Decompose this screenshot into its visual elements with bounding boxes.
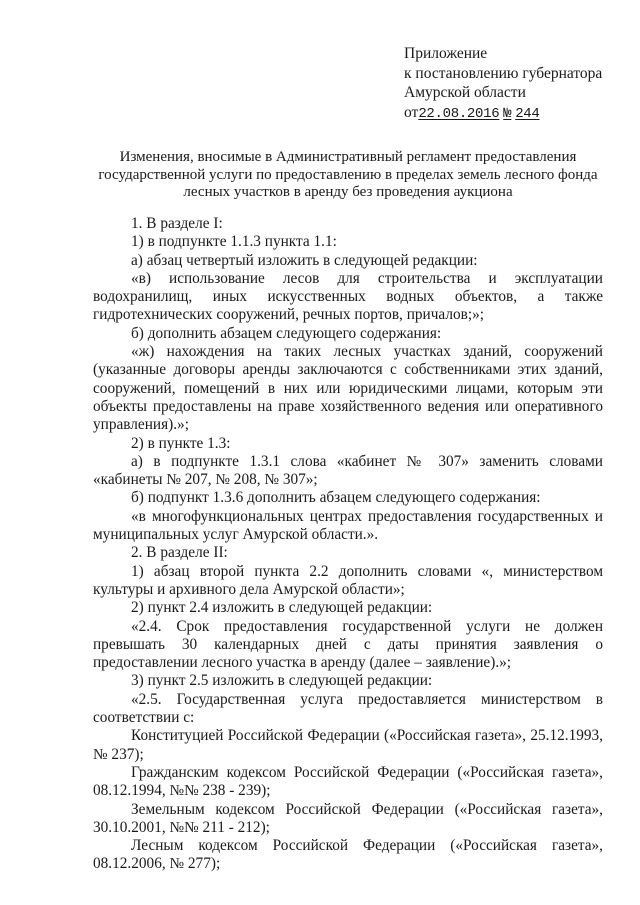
date-prefix: от (404, 103, 419, 121)
number-prefix: № (503, 105, 512, 122)
decree-date: 22.08.2016 (418, 105, 500, 122)
paragraph: 1) в подпункте 1.1.3 пункта 1.1: (131, 233, 337, 251)
paragraph: «в многофункциональных центрах предоставления государственных и муниципальных услуг Амурской области.». (93, 507, 603, 544)
paragraph: Лесным кодексом Российской Федерации («Российская газета», 08.12.2006, № 277); (93, 837, 603, 873)
paragraph: а) абзац четвертый изложить в следующей редакции: (131, 251, 478, 269)
paragraph: 3) пункт 2.5 изложить в следующей редакции: (131, 672, 433, 690)
paragraph: «ж) нахождения на таких лесных участках зданий, сооружений (указанные договоры аренды заключаются с собственниками этих зданий, сооружений, помещений в них или юридическими лицами, которым эти объекты предоставлены на праве хозяйственного ведения или оперативного управления).»; (93, 343, 603, 434)
appendix-reference: к постановлению губернатора (404, 64, 603, 82)
paragraph: Конституцией Российской Федерации («Российская газета», 25.12.1993, № 237); (93, 727, 603, 763)
paragraph: «2.5. Государственная услуга предоставляется министерством в соответствии с: (93, 690, 603, 727)
paragraph: Земельным кодексом Российской Федерации («Российская газета», 30.10.2001, №№ 211 - 212); (93, 800, 603, 836)
paragraph: б) подпункт 1.3.6 дополнить абзацем следующего содержания: (131, 489, 541, 507)
paragraph: Гражданским кодексом Российской Федерации («Российская газета», 08.12.1994, №№ 238 - 239); (93, 763, 603, 800)
paragraph: 2. В разделе II: (131, 544, 228, 562)
appendix-region: Амурской области (404, 84, 526, 101)
decree-number: 244 (515, 105, 540, 122)
paragraph: «в) использование лесов для строительства и эксплуатации водохранилищ, иных искусственных водных объектов, а также гидротехнических сооружений, речных портов, причалов;»; (93, 269, 603, 324)
appendix-heading: Приложение (404, 45, 488, 62)
document-title: Изменения, вносимые в Административный регламент предоставления государственной услуги по предоставлению в пределах земель лесного фонда лесных участков в аренду без проведения аукциона (98, 149, 598, 200)
appendix-block (404, 44, 624, 124)
paragraph: 2) пункт 2.4 изложить в следующей редакции: (131, 599, 433, 617)
document-body (93, 215, 603, 874)
paragraph: 2) в пункте 1.3: (131, 434, 231, 452)
paragraph: б) дополнить абзацем следующего содержания: (131, 324, 442, 342)
paragraph: 1. В разделе I: (131, 215, 223, 232)
paragraph: «2.4. Срок предоставления государственной услуги не должен превышать 30 календарных дней с даты принятия заявления о предоставлении лесного участка в аренду (далее – заявление).»; (93, 617, 603, 672)
appendix-date-line (404, 103, 624, 125)
paragraph: а) в подпункте 1.3.1 слова «кабинет № 307» заменить словами «кабинеты № 207, № 208, № 307»; (93, 452, 603, 489)
paragraph: 1) абзац второй пункта 2.2 дополнить словами «, министерством культуры и архивного дела Амурской области»; (93, 562, 603, 598)
